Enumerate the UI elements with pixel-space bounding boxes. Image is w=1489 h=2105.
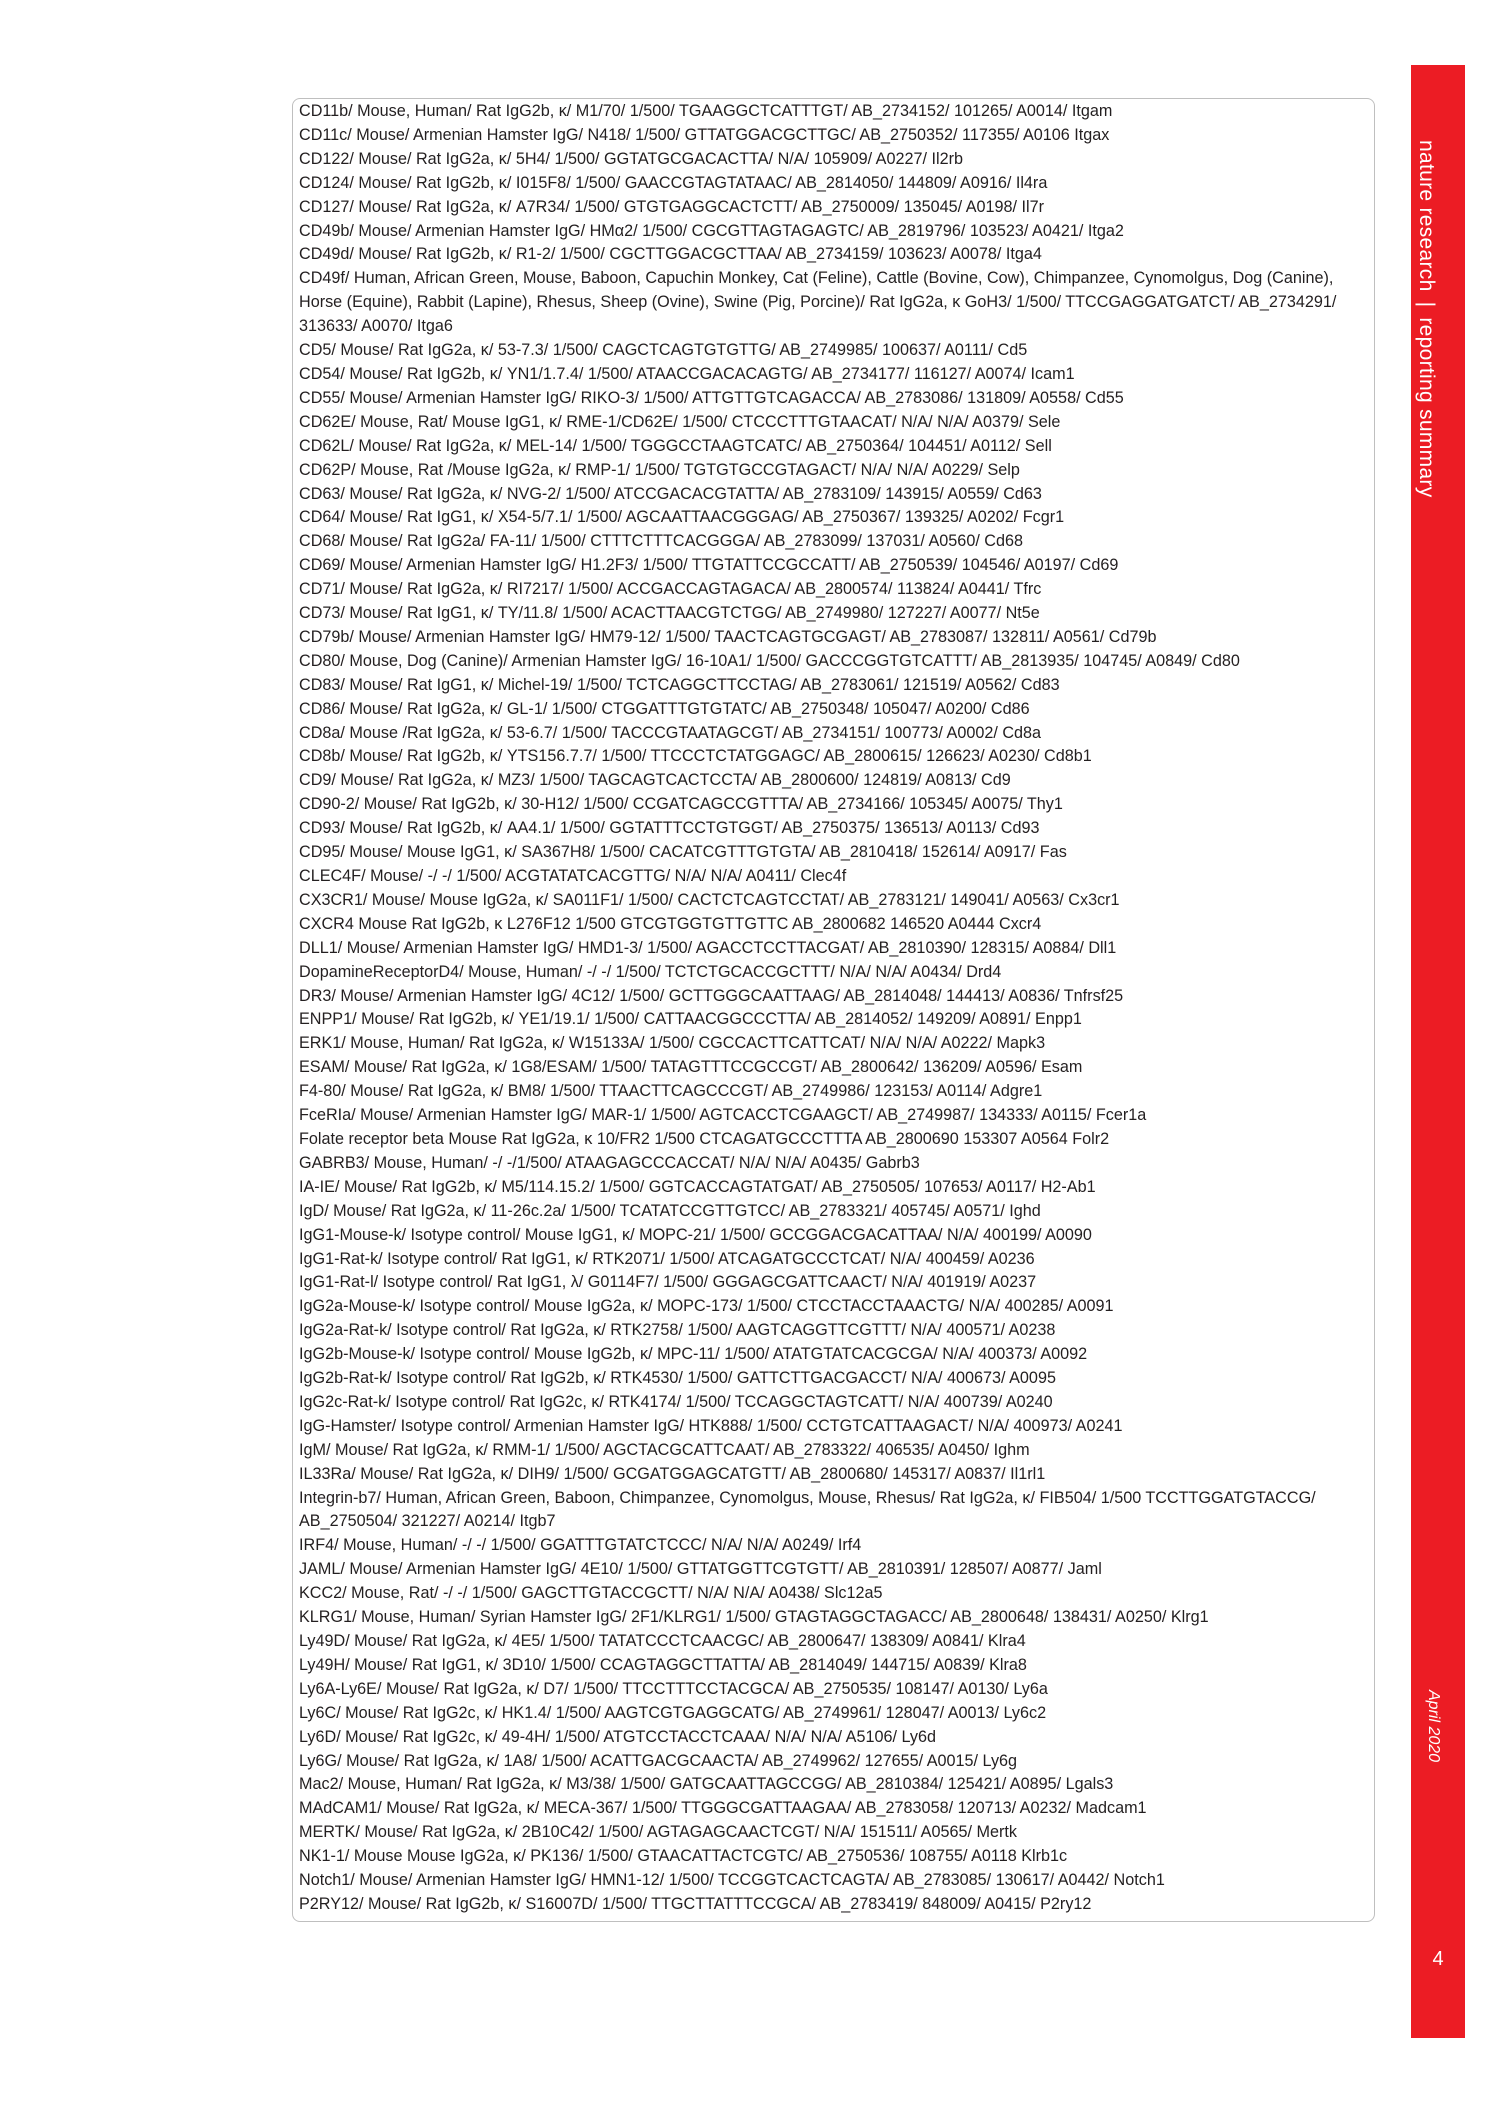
journal-section: reporting summary: [1415, 317, 1438, 498]
antibody-entry: CD63/ Mouse/ Rat IgG2a, κ/ NVG-2/ 1/500/ ATCCGACACGTATTA/ AB_2783109/ 143915/ A0559/ Cd63: [299, 484, 1042, 503]
antibody-entry: CD127/ Mouse/ Rat IgG2a, κ/ A7R34/ 1/500/ GTGTGAGGCACTCTT/ AB_2750009/ 135045/ A0198/ Il7r: [299, 197, 1045, 216]
antibody-entry: GABRB3/ Mouse, Human/ -/ -/1/500/ ATAAGAGCCCACCAT/ N/A/ N/A/ A0435/ Gabrb3: [299, 1153, 920, 1172]
journal-separator: |: [1415, 301, 1438, 308]
antibody-entry: ENPP1/ Mouse/ Rat IgG2b, κ/ YE1/19.1/ 1/500/ CATTAACGGCCCTTA/ AB_2814052/ 149209/ A0891/ Enpp1: [299, 1010, 1082, 1029]
antibody-entry: Integrin-b7/ Human, African Green, Baboon, Chimpanzee, Cynomolgus, Mouse, Rhesus/ Rat IgG2a, κ/ FIB504/ 1/500 TCCTTGGATGTACCG/ AB_2750504/ 321227/ A0214/ Itgb7: [299, 1488, 1316, 1531]
antibody-entry: CD122/ Mouse/ Rat IgG2a, κ/ 5H4/ 1/500/ GGTATGCGACACTTA/ N/A/ 105909/ A0227/ Il2rb: [299, 149, 963, 168]
antibody-entry: CD62P/ Mouse, Rat /Mouse IgG2a, κ/ RMP-1/ 1/500/ TGTGTGCCGTAGACT/ N/A/ N/A/ A0229/ Selp: [299, 460, 1020, 479]
antibody-entry: CD68/ Mouse/ Rat IgG2a/ FA-11/ 1/500/ CTTTCTTTCACGGGA/ AB_2783099/ 137031/ A0560/ Cd68: [299, 532, 1024, 551]
antibody-entry: CD79b/ Mouse/ Armenian Hamster IgG/ HM79-12/ 1/500/ TAACTCAGTGCGAGT/ AB_2783087/ 132811/ A0561/ Cd79b: [299, 627, 1157, 646]
antibody-entry: MAdCAM1/ Mouse/ Rat IgG2a, κ/ MECA-367/ 1/500/ TTGGGCGATTAAGAA/ AB_2783058/ 120713/ A0232/ Madcam1: [299, 1799, 1147, 1818]
antibody-entry: KCC2/ Mouse, Rat/ -/ -/ 1/500/ GAGCTTGTACCGCTT/ N/A/ N/A/ A0438/ Slc12a5: [299, 1584, 883, 1603]
antibody-entry: CLEC4F/ Mouse/ -/ -/ 1/500/ ACGTATATCACGTTG/ N/A/ N/A/ A0411/ Clec4f: [299, 867, 847, 885]
issue-date: April 2020: [1425, 1690, 1442, 1763]
antibody-entry: CD83/ Mouse/ Rat IgG1, κ/ Michel-19/ 1/500/ TCTCAGGCTTCCTAG/ AB_2783061/ 121519/ A0562/ Cd83: [299, 675, 1060, 694]
antibody-entry: ERK1/ Mouse, Human/ Rat IgG2a, κ/ W15133A/ 1/500/ CGCCACTTCATTCAT/ N/A/ N/A/ A0222/ Mapk3: [299, 1034, 1046, 1053]
antibody-entry: CD64/ Mouse/ Rat IgG1, κ/ X54-5/7.1/ 1/500/ AGCAATTAACGGGAG/ AB_2750367/ 139325/ A0202/ Fcgr1: [299, 508, 1065, 527]
antibody-entry: CD95/ Mouse/ Mouse IgG1, κ/ SA367H8/ 1/500/ CACATCGTTTGTGTA/ AB_2810418/ 152614/ A0917/ Fas: [299, 843, 1067, 862]
antibody-entry: IgG2a-Mouse-k/ Isotype control/ Mouse IgG2a, κ/ MOPC-173/ 1/500/ CTCCTACCTAAACTG/ N/A/ 400285/ A0091: [299, 1297, 1114, 1316]
antibody-entry: Ly6G/ Mouse/ Rat IgG2a, κ/ 1A8/ 1/500/ ACATTGACGCAACTA/ AB_2749962/ 127655/ A0015/ Ly6g: [299, 1751, 1018, 1770]
antibody-entry: ESAM/ Mouse/ Rat IgG2a, κ/ 1G8/ESAM/ 1/500/ TATAGTTTCCGCCGT/ AB_2800642/ 136209/ A0596/ Esam: [299, 1058, 1083, 1077]
antibody-entry: IgM/ Mouse/ Rat IgG2a, κ/ RMM-1/ 1/500/ AGCTACGCATTCAAT/ AB_2783322/ 406535/ A0450/ Ighm: [299, 1440, 1030, 1459]
antibody-entry: CD9/ Mouse/ Rat IgG2a, κ/ MZ3/ 1/500/ TAGCAGTCACTCCTA/ AB_2800600/ 124819/ A0813/ Cd9: [299, 771, 1011, 790]
antibody-entry: CXCR4 Mouse Rat IgG2b, κ L276F12 1/500 GTCGTGGTGTTGTTC AB_2800682 146520 A0444 Cxcr4: [299, 914, 1042, 933]
antibody-entry: CD73/ Mouse/ Rat IgG1, κ/ TY/11.8/ 1/500/ ACACTTAACGTCTGG/ AB_2749980/ 127227/ A0077/ Nt5e: [299, 604, 1040, 623]
antibody-entry: Notch1/ Mouse/ Armenian Hamster IgG/ HMN1-12/ 1/500/ TCCGGTCACTCAGTA/ AB_2783085/ 130617/ A0442/ Notch1: [299, 1871, 1165, 1890]
antibody-entry: IL33Ra/ Mouse/ Rat IgG2a, κ/ DIH9/ 1/500/ GCGATGGAGCATGTT/ AB_2800680/ 145317/ A0837/ Il1rl1: [299, 1464, 1046, 1483]
antibody-entry: Folate receptor beta Mouse Rat IgG2a, κ 10/FR2 1/500 CTCAGATGCCCTTTA AB_2800690 153307 A0564 Folr2: [299, 1129, 1110, 1148]
antibody-entry: Ly6A-Ly6E/ Mouse/ Rat IgG2a, κ/ D7/ 1/500/ TTCCTTTCCTACGCA/ AB_2750535/ 108147/ A0130/ Ly6a: [299, 1679, 1048, 1698]
antibody-entry: IA-IE/ Mouse/ Rat IgG2b, κ/ M5/114.15.2/ 1/500/ GGTCACCAGTATGAT/ AB_2750505/ 107653/ A0117/ H2-Ab1: [299, 1177, 1096, 1196]
antibody-entry: CD55/ Mouse/ Armenian Hamster IgG/ RIKO-3/ 1/500/ ATTGTTGTCAGACCA/ AB_2783086/ 131809/ A0558/ Cd55: [299, 388, 1124, 407]
antibody-entry: FceRIa/ Mouse/ Armenian Hamster IgG/ MAR-1/ 1/500/ AGTCACCTCGAAGCT/ AB_2749987/ 134333/ A0115/ Fcer1a: [299, 1106, 1147, 1125]
antibody-entry: CD11b/ Mouse, Human/ Rat IgG2b, κ/ M1/70/ 1/500/ TGAAGGCTCATTTGT/ AB_2734152/ 101265/ A0014/ Itgam: [299, 102, 1113, 120]
antibody-entry: CD11c/ Mouse/ Armenian Hamster IgG/ N418/ 1/500/ GTTATGGACGCTTGC/ AB_2750352/ 117355/ A0106 Itgax: [299, 125, 1110, 144]
antibody-entry: CD5/ Mouse/ Rat IgG2a, κ/ 53-7.3/ 1/500/ CAGCTCAGTGTGTTG/ AB_2749985/ 100637/ A0111/ Cd5: [299, 341, 1028, 360]
antibody-entry: IgG-Hamster/ Isotype control/ Armenian Hamster IgG/ HTK888/ 1/500/ CCTGTCATTAAGACT/ N/A/ 400973/ A0241: [299, 1416, 1123, 1435]
antibody-entry: CD49b/ Mouse/ Armenian Hamster IgG/ HMα2/ 1/500/ CGCGTTAGTAGAGTC/ AB_2819796/ 103523/ A0421/ Itga2: [299, 221, 1124, 240]
antibody-entry: P2RY12/ Mouse/ Rat IgG2b, κ/ S16007D/ 1/500/ TTGCTTATTTCCGCA/ AB_2783419/ 848009/ A0415/ P2ry12: [299, 1894, 1092, 1913]
antibody-entry: CD69/ Mouse/ Armenian Hamster IgG/ H1.2F3/ 1/500/ TTGTATTCCGCCATT/ AB_2750539/ 104546/ A0197/ Cd69: [299, 556, 1119, 575]
antibody-entry: CD71/ Mouse/ Rat IgG2a, κ/ RI7217/ 1/500/ ACCGACCAGTAGACA/ AB_2800574/ 113824/ A0441/ Tfrc: [299, 580, 1042, 599]
antibody-entry: F4-80/ Mouse/ Rat IgG2a, κ/ BM8/ 1/500/ TTAACTTCAGCCCGT/ AB_2749986/ 123153/ A0114/ Adgre1: [299, 1082, 1043, 1101]
antibody-entry: JAML/ Mouse/ Armenian Hamster IgG/ 4E10/ 1/500/ GTTATGGTTCGTGTT/ AB_2810391/ 128507/ A0877/ Jaml: [299, 1560, 1102, 1579]
antibody-entry: Ly6D/ Mouse/ Rat IgG2c, κ/ 49-4H/ 1/500/ ATGTCCTACCTCAAA/ N/A/ N/A/ A5106/ Ly6d: [299, 1727, 936, 1746]
antibody-entry: CD8a/ Mouse /Rat IgG2a, κ/ 53-6.7/ 1/500/ TACCCGTAATAGCGT/ AB_2734151/ 100773/ A0002/ Cd8a: [299, 723, 1042, 742]
antibody-entry: MERTK/ Mouse/ Rat IgG2a, κ/ 2B10C42/ 1/500/ AGTAGAGCAACTCGT/ N/A/ 151511/ A0565/ Mertk: [299, 1823, 1017, 1842]
antibody-entry: KLRG1/ Mouse, Human/ Syrian Hamster IgG/ 2F1/KLRG1/ 1/500/ GTAGTAGGCTAGACC/ AB_2800648/ 138431/ A0250/ Klrg1: [299, 1608, 1209, 1627]
antibody-entry: IgG2b-Mouse-k/ Isotype control/ Mouse IgG2b, κ/ MPC-11/ 1/500/ ATATGTATCACGCGA/ N/A/ 400373/ A0092: [299, 1345, 1088, 1364]
page-number: 4: [1432, 1948, 1444, 1970]
antibody-entry: CD54/ Mouse/ Rat IgG2b, κ/ YN1/1.7.4/ 1/500/ ATAACCGACACAGTG/ AB_2734177/ 116127/ A0074/ Icam1: [299, 364, 1075, 383]
antibody-entry: CD8b/ Mouse/ Rat IgG2b, κ/ YTS156.7.7/ 1/500/ TTCCCTCTATGGAGC/ AB_2800615/ 126623/ A0230/ Cd8b1: [299, 747, 1092, 766]
antibody-list-box: [292, 98, 1375, 1922]
antibody-entry: CD93/ Mouse/ Rat IgG2b, κ/ AA4.1/ 1/500/ GGTATTTCCTGTGGT/ AB_2750375/ 136513/ A0113/ Cd93: [299, 819, 1040, 838]
antibody-entry: IgG1-Mouse-k/ Isotype control/ Mouse IgG1, κ/ MOPC-21/ 1/500/ GCCGGACGACATTAA/ N/A/ 400199/ A0090: [299, 1225, 1092, 1244]
antibody-entry: NK1-1/ Mouse Mouse IgG2a, κ/ PK136/ 1/500/ GTAACATTACTCGTC/ AB_2750536/ 108755/ A0118 Klrb1c: [299, 1847, 1068, 1866]
antibody-list: [299, 100, 1374, 1917]
antibody-entry: IgG2c-Rat-k/ Isotype control/ Rat IgG2c, κ/ RTK4174/ 1/500/ TCCAGGCTAGTCATT/ N/A/ 400739/ A0240: [299, 1392, 1053, 1411]
antibody-entry: CD62E/ Mouse, Rat/ Mouse IgG1, κ/ RME-1/CD62E/ 1/500/ CTCCCTTTGTAACAT/ N/A/ N/A/ A0379/ Sele: [299, 412, 1061, 431]
antibody-entry: CD86/ Mouse/ Rat IgG2a, κ/ GL-1/ 1/500/ CTGGATTTGTGTATC/ AB_2750348/ 105047/ A0200/ Cd86: [299, 699, 1030, 718]
antibody-entry: DR3/ Mouse/ Armenian Hamster IgG/ 4C12/ 1/500/ GCTTGGGCAATTAAG/ AB_2814048/ 144413/ A0836/ Tnfrsf25: [299, 986, 1124, 1005]
antibody-entry: DopamineReceptorD4/ Mouse, Human/ -/ -/ 1/500/ TCTCTGCACCGCTTT/ N/A/ N/A/ A0434/ Drd4: [299, 962, 1002, 981]
antibody-entry: IgD/ Mouse/ Rat IgG2a, κ/ 11-26c.2a/ 1/500/ TCATATCCGTTGTCC/ AB_2783321/ 405745/ A0571/ Ighd: [299, 1201, 1041, 1220]
antibody-entry: IRF4/ Mouse, Human/ -/ -/ 1/500/ GGATTTGTATCTCCC/ N/A/ N/A/ A0249/ Irf4: [299, 1536, 862, 1555]
journal-name: nature research: [1415, 140, 1438, 292]
antibody-entry: CD80/ Mouse, Dog (Canine)/ Armenian Hamster IgG/ 16-10A1/ 1/500/ GACCCGGTGTCATTT/ AB_2813935/ 104745/ A0849/ Cd80: [299, 651, 1240, 670]
antibody-entry: IgG1-Rat-l/ Isotype control/ Rat IgG1, λ/ G0114F7/ 1/500/ GGGAGCGATTCAACT/ N/A/ 401919/ A0237: [299, 1273, 1037, 1292]
antibody-entry: CX3CR1/ Mouse/ Mouse IgG2a, κ/ SA011F1/ 1/500/ CACTCTCAGTCCTAT/ AB_2783121/ 149041/ A0563/ Cx3cr1: [299, 890, 1120, 909]
antibody-entry: CD62L/ Mouse/ Rat IgG2a, κ/ MEL-14/ 1/500/ TGGGCCTAAGTCATC/ AB_2750364/ 104451/ A0112/ Sell: [299, 436, 1052, 455]
antibody-entry: CD49d/ Mouse/ Rat IgG2b, κ/ R1-2/ 1/500/ CGCTTGGACGCTTAA/ AB_2734159/ 103623/ A0078/ Itga4: [299, 245, 1042, 264]
antibody-entry: IgG1-Rat-k/ Isotype control/ Rat IgG1, κ/ RTK2071/ 1/500/ ATCAGATGCCCTCAT/ N/A/ 400459/ A0236: [299, 1249, 1035, 1268]
antibody-entry: CD49f/ Human, African Green, Mouse, Baboon, Capuchin Monkey, Cat (Feline), Cattle (Bovine, Cow), Chimpanzee, Cynomolgus, Dog (Canine), Horse (Equine), Rabbit (Lapine), Rhesus, Sheep (Ovine), Swine (Pig, Porcine)/ Rat IgG2a, κ GoH3/ 1/500/ TTCCGAGGATGATCT/ AB_2734291/ 313633/ A0070/ Itga6: [299, 269, 1337, 336]
antibody-entry: IgG2b-Rat-k/ Isotype control/ Rat IgG2b, κ/ RTK4530/ 1/500/ GATTCTTGACGACCT/ N/A/ 400673/ A0095: [299, 1369, 1056, 1388]
antibody-entry: Ly49H/ Mouse/ Rat IgG1, κ/ 3D10/ 1/500/ CCAGTAGGCTTATTA/ AB_2814049/ 144715/ A0839/ Klra8: [299, 1655, 1027, 1674]
antibody-entry: Ly6C/ Mouse/ Rat IgG2c, κ/ HK1.4/ 1/500/ AAGTCGTGAGGCATG/ AB_2749961/ 128047/ A0013/ Ly6c2: [299, 1703, 1047, 1722]
antibody-entry: CD90-2/ Mouse/ Rat IgG2b, κ/ 30-H12/ 1/500/ CCGATCAGCCGTTTA/ AB_2734166/ 105345/ A0075/ Thy1: [299, 795, 1063, 814]
antibody-entry: Ly49D/ Mouse/ Rat IgG2a, κ/ 4E5/ 1/500/ TATATCCCTCAACGC/ AB_2800647/ 138309/ A0841/ Klra4: [299, 1632, 1026, 1650]
antibody-entry: IgG2a-Rat-k/ Isotype control/ Rat IgG2a, κ/ RTK2758/ 1/500/ AAGTCAGGTTCGTTT/ N/A/ 400571/ A0238: [299, 1321, 1056, 1340]
journal-title: [1414, 140, 1438, 498]
antibody-entry: Mac2/ Mouse, Human/ Rat IgG2a, κ/ M3/38/ 1/500/ GATGCAATTAGCCGG/ AB_2810384/ 125421/ A0895/ Lgals3: [299, 1775, 1114, 1794]
antibody-entry: DLL1/ Mouse/ Armenian Hamster IgG/ HMD1-3/ 1/500/ AGACCTCCTTACGAT/ AB_2810390/ 128315/ A0884/ Dll1: [299, 938, 1117, 957]
antibody-entry: CD124/ Mouse/ Rat IgG2b, κ/ I015F8/ 1/500/ GAACCGTAGTATAAC/ AB_2814050/ 144809/ A0916/ Il4ra: [299, 173, 1048, 192]
